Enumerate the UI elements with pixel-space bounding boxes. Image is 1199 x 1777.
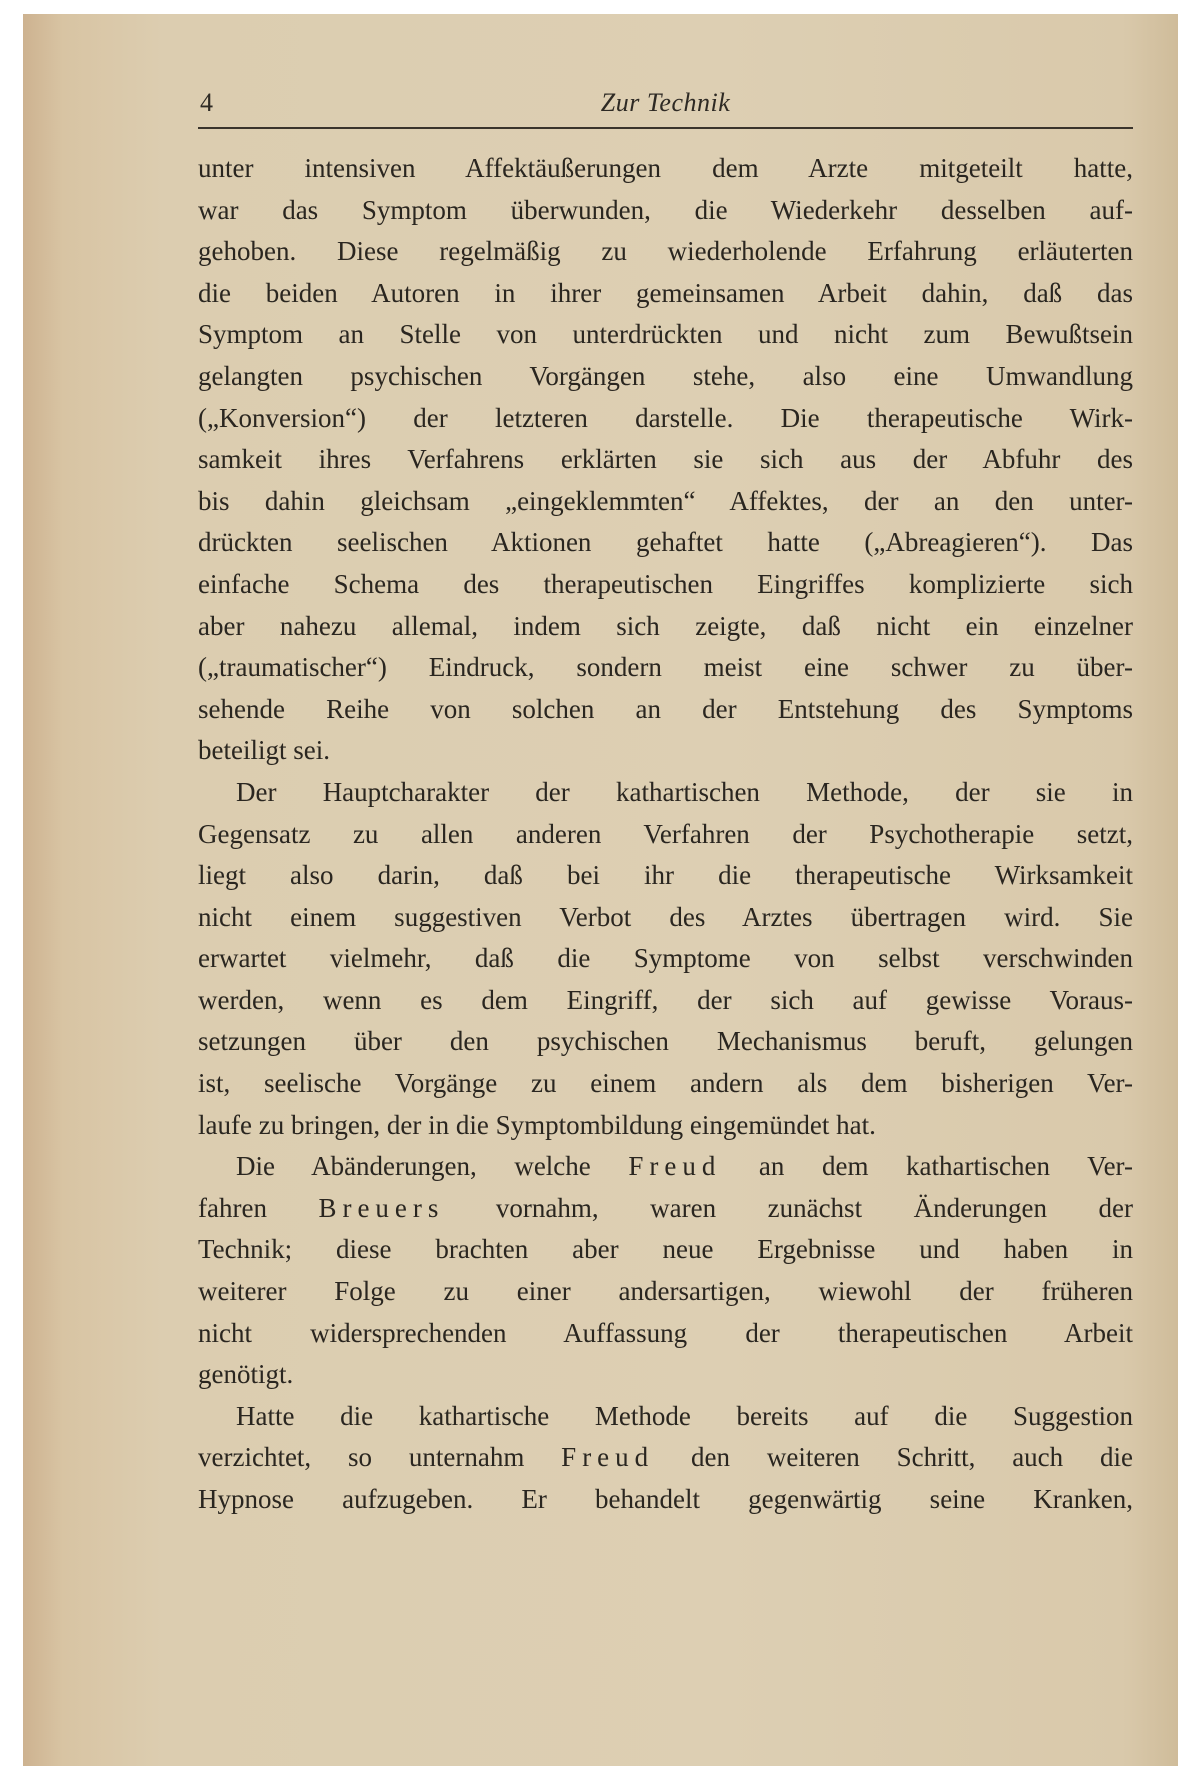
text-segment: („traumatischer“) Eindruck, sondern meist eine schwer zu über- bbox=[198, 652, 1133, 683]
text-segment: verzichtet, so unternahm bbox=[198, 1442, 562, 1473]
text-line bbox=[198, 1437, 1133, 1479]
text-line bbox=[198, 314, 1133, 356]
text-line bbox=[198, 814, 1133, 856]
text-segment: nicht widersprechenden Auffassung der therapeutischen Arbeit bbox=[198, 1317, 1133, 1348]
text-line bbox=[198, 855, 1133, 897]
text-line bbox=[198, 897, 1133, 939]
text-segment: erwartet vielmehr, daß die Symptome von selbst verschwinden bbox=[198, 943, 1133, 974]
header-rule bbox=[198, 127, 1133, 129]
text-segment: werden, wenn es dem Eingriff, der sich auf gewisse Voraus- bbox=[198, 984, 1133, 1015]
text-line bbox=[198, 772, 1133, 814]
text-line bbox=[198, 564, 1133, 606]
text-line bbox=[198, 938, 1133, 980]
text-segment: Hatte die kathartische Methode bereits auf die Suggestion bbox=[236, 1400, 1133, 1431]
text-line bbox=[198, 231, 1133, 273]
text-segment: war das Symptom überwunden, die Wiederkehr desselben auf- bbox=[198, 194, 1133, 225]
text-line bbox=[198, 148, 1133, 190]
text-line bbox=[198, 730, 1133, 772]
text-segment: fahren bbox=[198, 1192, 319, 1223]
text-segment: beteiligt sei. bbox=[198, 735, 330, 766]
text-line bbox=[198, 647, 1133, 689]
text-segment: Gegensatz zu allen anderen Verfahren der Psychotherapie setzt, bbox=[198, 818, 1133, 849]
text-segment: Der Hauptcharakter der kathartischen Methode, der sie in bbox=[236, 776, 1133, 807]
text-line bbox=[198, 1063, 1133, 1105]
body-text bbox=[198, 148, 1133, 1521]
text-segment: sehende Reihe von solchen an der Entstehung des Symptoms bbox=[198, 693, 1133, 724]
text-segment: weiterer Folge zu einer andersartigen, wiewohl der früheren bbox=[198, 1276, 1133, 1307]
text-line bbox=[198, 1271, 1133, 1313]
text-line bbox=[198, 356, 1133, 398]
text-line bbox=[198, 1354, 1133, 1396]
spaced-name: Freud bbox=[561, 1442, 655, 1473]
text-line bbox=[198, 522, 1133, 564]
text-line bbox=[198, 398, 1133, 440]
text-line bbox=[198, 190, 1133, 232]
text-segment: ist, seelische Vorgänge zu einem andern als dem bisherigen Ver- bbox=[198, 1068, 1133, 1099]
text-segment: vornahm, waren zunächst Änderungen der bbox=[444, 1192, 1133, 1223]
text-segment: samkeit ihres Verfahrens erklärten sie sich aus der Abfuhr des bbox=[198, 444, 1133, 475]
text-line bbox=[198, 1479, 1133, 1521]
text-segment: bis dahin gleichsam „eingeklemmten“ Affektes, der an den unter- bbox=[198, 485, 1133, 516]
spaced-name: Freud bbox=[628, 1151, 722, 1182]
text-segment: nicht einem suggestiven Verbot des Arztes übertragen wird. Sie bbox=[198, 901, 1133, 932]
text-segment: („Konversion“) der letzteren darstelle. Die therapeutische Wirk- bbox=[198, 402, 1133, 433]
text-line bbox=[198, 1313, 1133, 1355]
text-segment: Die Abänderungen, welche bbox=[236, 1151, 629, 1182]
text-segment: setzungen über den psychischen Mechanismus beruft, gelungen bbox=[198, 1026, 1133, 1057]
text-line bbox=[198, 606, 1133, 648]
text-segment: Symptom an Stelle von unterdrückten und nicht zum Bewußtsein bbox=[198, 319, 1133, 350]
text-segment: drückten seelischen Aktionen gehaftet hatte („Abreagieren“). Das bbox=[198, 527, 1133, 558]
text-segment: Hypnose aufzugeben. Er behandelt gegenwärtig seine Kranken, bbox=[198, 1484, 1133, 1514]
text-line bbox=[198, 980, 1133, 1022]
text-line bbox=[198, 1396, 1133, 1438]
text-segment: liegt also darin, daß bei ihr die therapeutische Wirksamkeit bbox=[198, 860, 1133, 891]
text-line bbox=[198, 481, 1133, 523]
text-segment: einfache Schema des therapeutischen Eingriffes komplizierte sich bbox=[198, 568, 1133, 599]
running-title: Zur Technik bbox=[600, 88, 731, 117]
text-segment: laufe zu bringen, der in die Symptombildung eingemündet hat. bbox=[198, 1109, 876, 1140]
spaced-name: Breuers bbox=[318, 1192, 445, 1223]
text-line bbox=[198, 1188, 1133, 1230]
running-header bbox=[198, 88, 1133, 128]
page-number: 4 bbox=[200, 88, 213, 117]
text-line bbox=[198, 273, 1133, 315]
text-line bbox=[198, 1105, 1133, 1147]
text-line bbox=[198, 1021, 1133, 1063]
text-segment: gelangten psychischen Vorgängen stehe, also eine Umwandlung bbox=[198, 360, 1133, 391]
text-line bbox=[198, 689, 1133, 731]
text-segment: an dem kathartischen Ver- bbox=[721, 1151, 1133, 1182]
text-segment: Technik; diese brachten aber neue Ergebnisse und haben in bbox=[198, 1234, 1133, 1265]
text-segment: genötigt. bbox=[198, 1359, 294, 1390]
text-segment: den weiteren Schritt, auch die bbox=[654, 1442, 1133, 1473]
text-line bbox=[198, 439, 1133, 481]
text-segment: die beiden Autoren in ihrer gemeinsamen Arbeit dahin, daß das bbox=[198, 277, 1133, 308]
text-segment: gehoben. Diese regelmäßig zu wiederholende Erfahrung erläuterten bbox=[198, 236, 1133, 267]
text-line bbox=[198, 1229, 1133, 1271]
text-segment: unter intensiven Affektäußerungen dem Arzte mitgeteilt hatte, bbox=[198, 153, 1133, 183]
text-segment: aber nahezu allemal, indem sich zeigte, daß nicht ein einzelner bbox=[198, 610, 1133, 641]
text-line bbox=[198, 1146, 1133, 1188]
